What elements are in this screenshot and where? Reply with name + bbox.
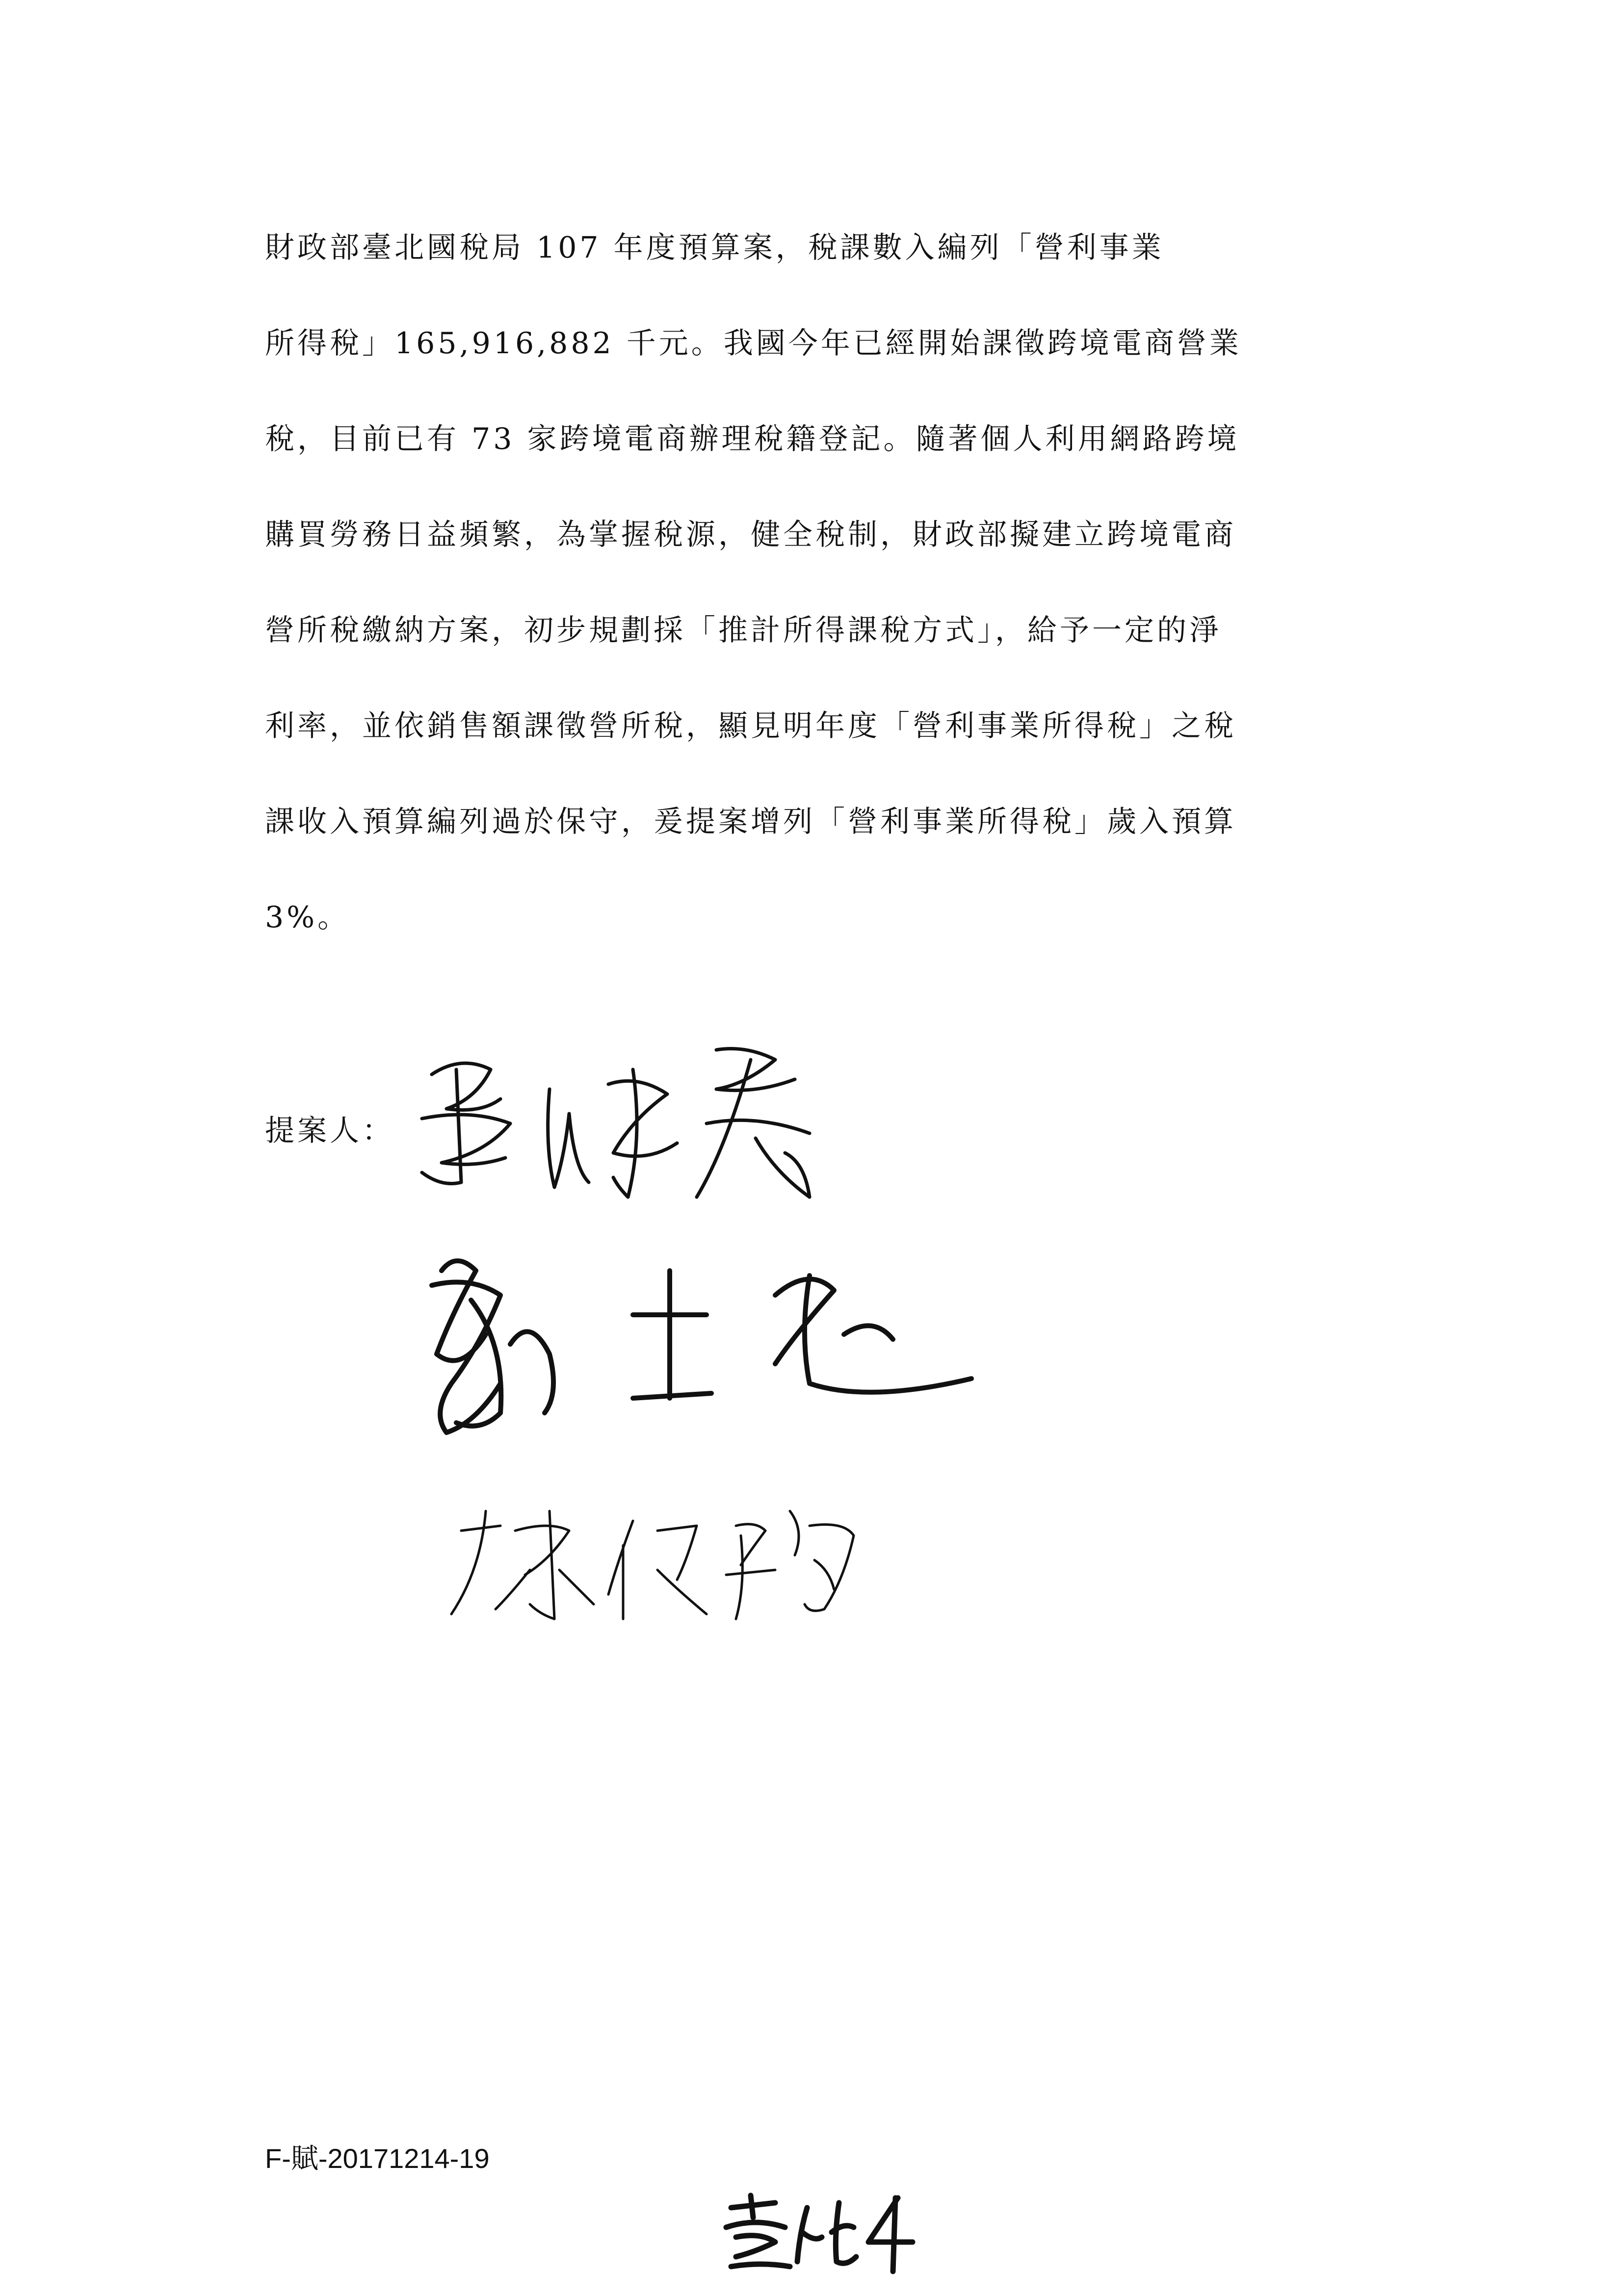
paragraph-line-5: 營所稅繳納方案，初步規劃採「推計所得課稅方式」，給予一定的淨: [265, 613, 1222, 648]
document-code: F-賦-20171214-19: [265, 2143, 490, 2174]
paragraph-line-4: 購買勞務日益頻繁，為掌握稅源，健全稅制，財政部擬建立跨境電商: [265, 518, 1236, 552]
paragraph-line-1: 財政部臺北國稅局 107 年度預算案，稅課數入編列「營利事業: [265, 231, 1164, 265]
signature-2: [432, 1261, 971, 1433]
paragraph-line-8: 3%。: [265, 900, 350, 935]
paragraph-line-7: 課收入預算編列過於保守，爰提案增列「營利事業所得稅」歲入預算: [265, 805, 1236, 839]
paragraph-line-6: 利率，並依銷售額課徵營所稅，顯見明年度「營利事業所得稅」之稅: [265, 709, 1236, 743]
paragraph-line-2: 所得稅」165,916,882 千元。我國今年已經開始課徵跨境電商營業: [265, 326, 1242, 361]
proposer-label: 提案人：: [265, 1114, 394, 1148]
signature-1: [422, 1049, 810, 1198]
signatures: [402, 1040, 1050, 1678]
signature-3: [451, 1511, 854, 1619]
paragraph-line-3: 稅，目前已有 73 家跨境電商辦理稅籍登記。隨著個人利用網路跨境: [265, 422, 1240, 456]
handwritten-page-mark: [716, 2188, 922, 2276]
